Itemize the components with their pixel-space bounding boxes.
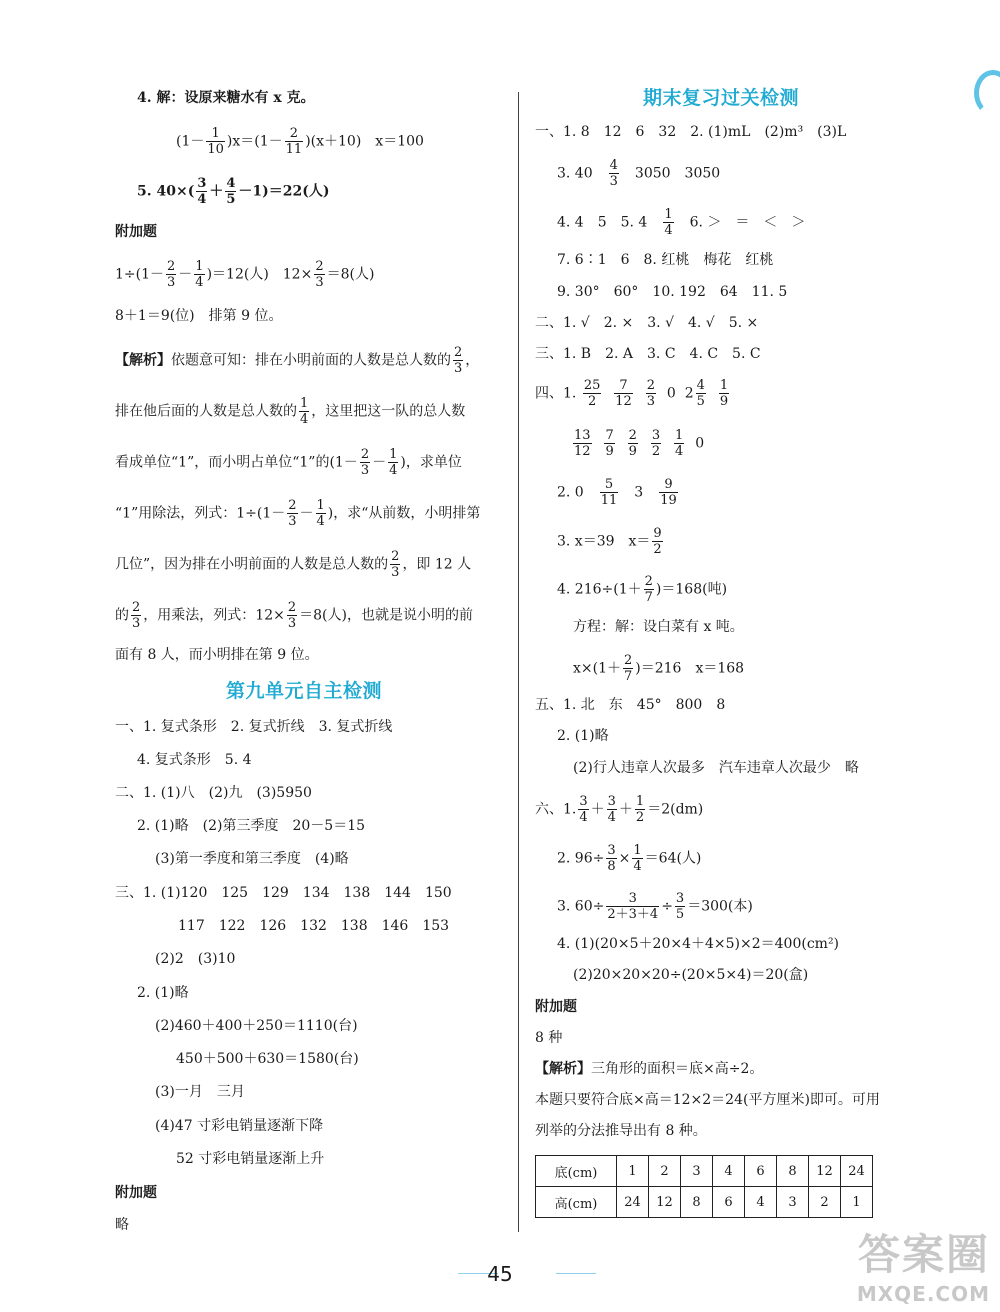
page-number: 45 xyxy=(487,1262,513,1286)
answer-line: 二、1. √ 2. × 3. √ 4. √ 5. × xyxy=(535,315,759,331)
page-number-rule-right xyxy=(556,1273,596,1274)
column-divider xyxy=(518,92,519,1232)
section-title: 期末复习过关检测 xyxy=(643,87,800,109)
answer-line: (3)一月 三月 xyxy=(155,1084,245,1100)
table-cell: 2 xyxy=(649,1156,681,1187)
answer-line: 3. 60÷ $\frac{3}{2+3+4}$ ÷ $\frac{3}{5}$ ＝300(本) xyxy=(557,891,753,922)
table-cell: 1 xyxy=(841,1187,873,1218)
table-cell: 8 xyxy=(777,1156,809,1187)
analysis-line: 【解析】三角形的面积＝底×高÷2。 xyxy=(535,1061,764,1077)
analysis-line: 看成单位“1”，而小明占单位“1”的(1－ $\frac{2}{3}$ － $\frac{1}{4}$ )，求单位 xyxy=(115,447,462,478)
answer-line: 三、1. B 2. A 3. C 4. C 5. C xyxy=(535,346,761,362)
analysis-line: 本题只要符合底×高＝12×2＝24(平方厘米)即可。可用 xyxy=(535,1092,880,1108)
answer-line: 三、1. (1)120 125 129 134 138 144 150 xyxy=(115,885,452,901)
table-cell: 24 xyxy=(841,1156,873,1187)
extra-question-heading: 附加题 xyxy=(115,1185,157,1201)
watermark-text: 答案圈 xyxy=(857,1230,990,1279)
answer-line: (3)第一季度和第三季度 (4)略 xyxy=(155,851,349,867)
answer-line: 7. 6∶1 6 8. 红桃 梅花 红桃 xyxy=(557,252,774,268)
answer-line: 略 xyxy=(115,1217,129,1233)
answer-line: 五、1. 北 东 45° 800 8 xyxy=(535,697,726,713)
answer-line: 3. 40 $\frac{4}{3}$ 3050 3050 xyxy=(557,158,721,189)
table-row xyxy=(536,1156,873,1187)
answer-line: 4. 解：设原来糖水有 x 克。 xyxy=(137,90,315,106)
answer-line: 9. 30° 60° 10. 192 64 11. 5 xyxy=(557,284,788,300)
table-cell: 3 xyxy=(681,1156,713,1187)
analysis-line: 面有 8 人，而小明排在第 9 位。 xyxy=(115,647,319,663)
answer-table xyxy=(535,1155,873,1218)
table-cell: 3 xyxy=(777,1187,809,1218)
answer-line: 3. x＝39 x＝ $\frac{9}{2}$ xyxy=(557,526,662,557)
answer-line: (2)460＋400＋250＝1110(台) xyxy=(155,1018,358,1034)
table-row xyxy=(536,1187,873,1218)
answer-line: 8 种 xyxy=(535,1030,563,1046)
answer-line: (2)2 (3)10 xyxy=(155,951,236,967)
table-cell: 6 xyxy=(713,1187,745,1218)
answer-line: 六、1. $\frac{3}{4}$ ＋ $\frac{3}{4}$ ＋ $\frac{1}{2}$ ＝2(dm) xyxy=(535,794,704,825)
analysis-line: 列举的分法推导出有 8 种。 xyxy=(535,1123,707,1139)
answer-line: 4. (1)(20×5＋20×4＋4×5)×2＝400(cm²) xyxy=(557,936,840,952)
answer-line: 二、1. (1)八 (2)九 (3)5950 xyxy=(115,785,312,801)
table-cell: 12 xyxy=(809,1156,841,1187)
answer-line: $\frac{13}{12}$ $\frac{7}{9}$ $\frac{2}{9}$ $\frac{3}{2}$ $\frac{1}{4}$ 0 xyxy=(574,428,705,459)
watermark-logo xyxy=(857,1222,990,1306)
answer-line: 117 122 126 132 138 146 153 xyxy=(178,918,450,934)
table-cell: 2 xyxy=(809,1187,841,1218)
table-cell: 底(cm) xyxy=(536,1156,617,1187)
table-cell: 24 xyxy=(617,1187,649,1218)
answer-line: (2)20×20×20÷(20×5×4)＝20(盒) xyxy=(573,967,809,983)
analysis-line: 排在他后面的人数是总人数的 $\frac{1}{4}$ ，这里把这一队的总人数 xyxy=(115,396,466,427)
answer-line: 52 寸彩电销量逐渐上升 xyxy=(176,1151,325,1167)
extra-question-heading: 附加题 xyxy=(115,224,157,240)
answer-line: 2. (1)略 (2)第三季度 20－5＝15 xyxy=(137,818,366,834)
analysis-line: 几位”，因为排在小明前面的人数是总人数的 $\frac{2}{3}$ ，即 12 人 xyxy=(115,549,472,580)
answer-line: 一、1. 复式条形 2. 复式折线 3. 复式折线 xyxy=(115,719,393,735)
answer-line: 4. 4 5 5. 4 $\frac{1}{4}$ 6. ＞ ＝ ＜ ＞ xyxy=(557,207,806,238)
answer-line: (2)行人违章人次最多 汽车违章人次最少 略 xyxy=(573,760,859,776)
table-cell: 1 xyxy=(617,1156,649,1187)
answer-line: x×(1＋ $\frac{2}{7}$ )＝216 x＝168 xyxy=(573,653,745,684)
answer-line: (4)47 寸彩电销量逐渐下降 xyxy=(155,1118,324,1134)
answer-line: 8＋1＝9(位) 排第 9 位。 xyxy=(115,308,283,324)
table-cell: 8 xyxy=(681,1187,713,1218)
extra-question-heading: 附加题 xyxy=(535,999,577,1015)
analysis-line: “1”用除法，列式：1÷(1－ $\frac{2}{3}$ － $\frac{1}{4}$ )，求“从前数，小明排第 xyxy=(115,498,481,529)
corner-decoration xyxy=(974,70,1000,116)
answer-line: 4. 216÷(1＋ $\frac{2}{7}$ )＝168(吨) xyxy=(557,574,728,605)
answer-line: 四、1. $\frac{25}{2}$ $\frac{7}{12}$ $\frac{2}{3}$ 0 2 $\frac{4}{5}$ $\frac{1}{9}$ xyxy=(535,378,729,409)
equation-line: (1－ $\frac{1}{10}$ )x＝(1－ $\frac{2}{11}$ )(x＋10) x＝100 xyxy=(176,126,424,157)
answer-line: 2. 96÷ $\frac{3}{8}$ × $\frac{1}{4}$ ＝64(人) xyxy=(557,843,702,874)
section-title: 第九单元自主检测 xyxy=(226,680,383,702)
table-cell: 12 xyxy=(649,1187,681,1218)
table-cell: 高(cm) xyxy=(536,1187,617,1218)
analysis-line: 的 $\frac{2}{3}$ ，用乘法，列式：12× $\frac{2}{3}$ ＝8(人)，也就是说小明的前 xyxy=(115,600,473,631)
answer-line: 4. 复式条形 5. 4 xyxy=(137,752,252,768)
equation-line: 1÷(1－ $\frac{2}{3}$ － $\frac{1}{4}$ )＝12(人) 12× $\frac{2}{3}$ ＝8(人) xyxy=(115,259,375,290)
table-cell: 4 xyxy=(745,1187,777,1218)
answer-line: 方程：解：设白菜有 x 吨。 xyxy=(573,619,744,635)
answer-line: 450＋500＋630＝1580(台) xyxy=(176,1051,359,1067)
answer-line: 2. 0 $\frac{5}{11}$ 3 $\frac{9}{19}$ xyxy=(557,477,677,508)
table-cell: 6 xyxy=(745,1156,777,1187)
answer-line: 5. 40×( $\frac{3}{4}$ ＋ $\frac{4}{5}$ －1)＝22(人) xyxy=(137,176,330,207)
table-cell: 4 xyxy=(713,1156,745,1187)
answer-line: 2. (1)略 xyxy=(557,728,609,744)
watermark-url: MXQE.COM xyxy=(856,1282,990,1306)
analysis-line: 【解析】依题意可知：排在小明前面的人数是总人数的 $\frac{2}{3}$ ， xyxy=(115,345,480,376)
answer-line: 2. (1)略 xyxy=(137,985,189,1001)
answer-line: 一、1. 8 12 6 32 2. (1)mL (2)m³ (3)L xyxy=(535,124,847,140)
